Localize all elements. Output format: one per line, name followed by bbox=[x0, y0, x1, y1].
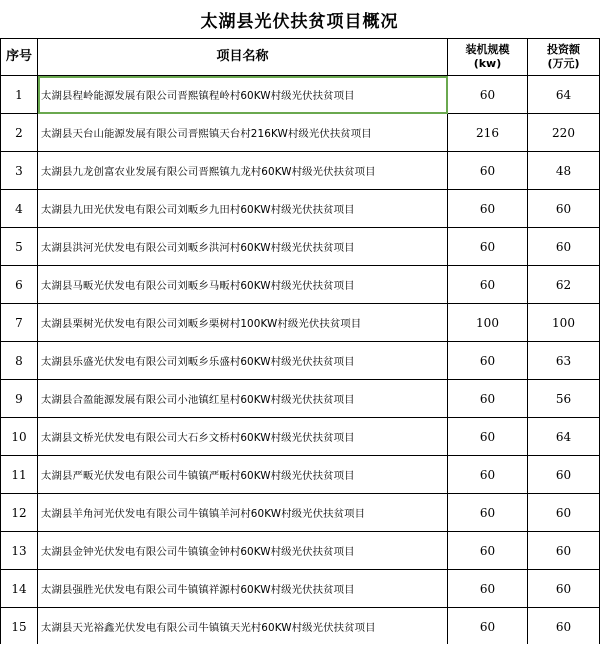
project-name-cell[interactable]: 太湖县九田光伏发电有限公司刘畈乡九田村60KW村级光伏扶贫项目 bbox=[38, 190, 448, 228]
index-cell[interactable]: 15 bbox=[1, 608, 38, 646]
table-row bbox=[1, 266, 600, 304]
table-row bbox=[1, 342, 600, 380]
page-edge bbox=[0, 644, 600, 650]
header-capacity[interactable] bbox=[448, 39, 528, 76]
investment-cell[interactable]: 56 bbox=[528, 380, 600, 418]
capacity-cell[interactable]: 60 bbox=[448, 380, 528, 418]
investment-cell[interactable]: 64 bbox=[528, 418, 600, 456]
index-cell[interactable]: 6 bbox=[1, 266, 38, 304]
investment-cell[interactable]: 60 bbox=[528, 608, 600, 646]
header-investment-label: 投资额 bbox=[547, 43, 580, 56]
project-name-cell[interactable]: 太湖县强胜光伏发电有限公司牛镇镇祥源村60KW村级光伏扶贫项目 bbox=[38, 570, 448, 608]
project-name-cell[interactable]: 太湖县文桥光伏发电有限公司大石乡文桥村60KW村级光伏扶贫项目 bbox=[38, 418, 448, 456]
table-row bbox=[1, 304, 600, 342]
capacity-cell[interactable]: 60 bbox=[448, 76, 528, 114]
project-name-cell[interactable]: 太湖县羊角河光伏发电有限公司牛镇镇羊河村60KW村级光伏扶贫项目 bbox=[38, 494, 448, 532]
capacity-cell[interactable]: 60 bbox=[448, 456, 528, 494]
project-name-cell[interactable]: 太湖县金钟光伏发电有限公司牛镇镇金钟村60KW村级光伏扶贫项目 bbox=[38, 532, 448, 570]
capacity-cell[interactable]: 60 bbox=[448, 342, 528, 380]
index-cell[interactable]: 4 bbox=[1, 190, 38, 228]
header-capacity-unit: (kw) bbox=[473, 57, 502, 70]
index-cell[interactable]: 1 bbox=[1, 76, 38, 114]
index-cell[interactable]: 13 bbox=[1, 532, 38, 570]
table-row bbox=[1, 190, 600, 228]
project-name-cell[interactable]: 太湖县天台山能源发展有限公司晋熙镇天台村216KW村级光伏扶贫项目 bbox=[38, 114, 448, 152]
index-cell[interactable]: 7 bbox=[1, 304, 38, 342]
table-row bbox=[1, 570, 600, 608]
table-row bbox=[1, 532, 600, 570]
table-row bbox=[1, 380, 600, 418]
investment-cell[interactable]: 60 bbox=[528, 228, 600, 266]
capacity-cell[interactable]: 60 bbox=[448, 418, 528, 456]
table-row bbox=[1, 114, 600, 152]
investment-cell[interactable]: 60 bbox=[528, 532, 600, 570]
project-name-cell[interactable]: 太湖县严畈光伏发电有限公司牛镇镇严畈村60KW村级光伏扶贫项目 bbox=[38, 456, 448, 494]
project-name-cell[interactable]: 太湖县程岭能源发展有限公司晋熙镇程岭村60KW村级光伏扶贫项目 bbox=[38, 76, 448, 114]
index-cell[interactable]: 5 bbox=[1, 228, 38, 266]
capacity-cell[interactable]: 60 bbox=[448, 570, 528, 608]
capacity-cell[interactable]: 60 bbox=[448, 190, 528, 228]
investment-cell[interactable]: 60 bbox=[528, 494, 600, 532]
project-name-cell[interactable]: 太湖县九龙创富农业发展有限公司晋熙镇九龙村60KW村级光伏扶贫项目 bbox=[38, 152, 448, 190]
investment-cell[interactable]: 48 bbox=[528, 152, 600, 190]
investment-cell[interactable]: 63 bbox=[528, 342, 600, 380]
capacity-cell[interactable]: 60 bbox=[448, 152, 528, 190]
investment-cell[interactable]: 60 bbox=[528, 570, 600, 608]
project-name-cell[interactable]: 太湖县天光裕鑫光伏发电有限公司牛镇镇天光村60KW村级光伏扶贫项目 bbox=[38, 608, 448, 646]
table-row bbox=[1, 76, 600, 114]
index-cell[interactable]: 11 bbox=[1, 456, 38, 494]
sheet-title: 太湖县光伏扶贫项目概况 bbox=[200, 11, 399, 32]
table-row bbox=[1, 152, 600, 190]
project-name-cell[interactable]: 太湖县洪河光伏发电有限公司刘畈乡洪河村60KW村级光伏扶贫项目 bbox=[38, 228, 448, 266]
capacity-cell[interactable]: 216 bbox=[448, 114, 528, 152]
capacity-cell[interactable]: 60 bbox=[448, 228, 528, 266]
capacity-cell[interactable]: 60 bbox=[448, 608, 528, 646]
index-cell[interactable]: 14 bbox=[1, 570, 38, 608]
table-row bbox=[1, 456, 600, 494]
header-investment[interactable] bbox=[528, 39, 600, 76]
table-row bbox=[1, 418, 600, 456]
investment-cell[interactable]: 62 bbox=[528, 266, 600, 304]
header-capacity-label: 装机规模 bbox=[465, 43, 510, 56]
capacity-cell[interactable]: 100 bbox=[448, 304, 528, 342]
investment-cell[interactable]: 220 bbox=[528, 114, 600, 152]
index-cell[interactable]: 2 bbox=[1, 114, 38, 152]
project-name-cell[interactable]: 太湖县乐盛光伏发电有限公司刘畈乡乐盛村60KW村级光伏扶贫项目 bbox=[38, 342, 448, 380]
investment-cell[interactable]: 100 bbox=[528, 304, 600, 342]
capacity-cell[interactable]: 60 bbox=[448, 532, 528, 570]
index-cell[interactable]: 8 bbox=[1, 342, 38, 380]
index-cell[interactable]: 9 bbox=[1, 380, 38, 418]
table-row bbox=[1, 494, 600, 532]
capacity-cell[interactable]: 60 bbox=[448, 266, 528, 304]
table-row bbox=[1, 608, 600, 646]
header-row bbox=[1, 39, 600, 76]
index-cell[interactable]: 12 bbox=[1, 494, 38, 532]
header-name[interactable]: 项目名称 bbox=[38, 39, 448, 76]
index-cell[interactable]: 10 bbox=[1, 418, 38, 456]
project-table bbox=[0, 38, 600, 646]
capacity-cell[interactable]: 60 bbox=[448, 494, 528, 532]
investment-cell[interactable]: 60 bbox=[528, 456, 600, 494]
header-investment-unit: (万元) bbox=[547, 57, 580, 70]
investment-cell[interactable]: 64 bbox=[528, 76, 600, 114]
index-cell[interactable]: 3 bbox=[1, 152, 38, 190]
investment-cell[interactable]: 60 bbox=[528, 190, 600, 228]
project-name-cell[interactable]: 太湖县合盈能源发展有限公司小池镇红星村60KW村级光伏扶贫项目 bbox=[38, 380, 448, 418]
header-index[interactable]: 序号 bbox=[1, 39, 38, 76]
project-name-cell[interactable]: 太湖县马畈光伏发电有限公司刘畈乡马畈村60KW村级光伏扶贫项目 bbox=[38, 266, 448, 304]
table-row bbox=[1, 228, 600, 266]
project-name-cell[interactable]: 太湖县栗树光伏发电有限公司刘畈乡栗树村100KW村级光伏扶贫项目 bbox=[38, 304, 448, 342]
